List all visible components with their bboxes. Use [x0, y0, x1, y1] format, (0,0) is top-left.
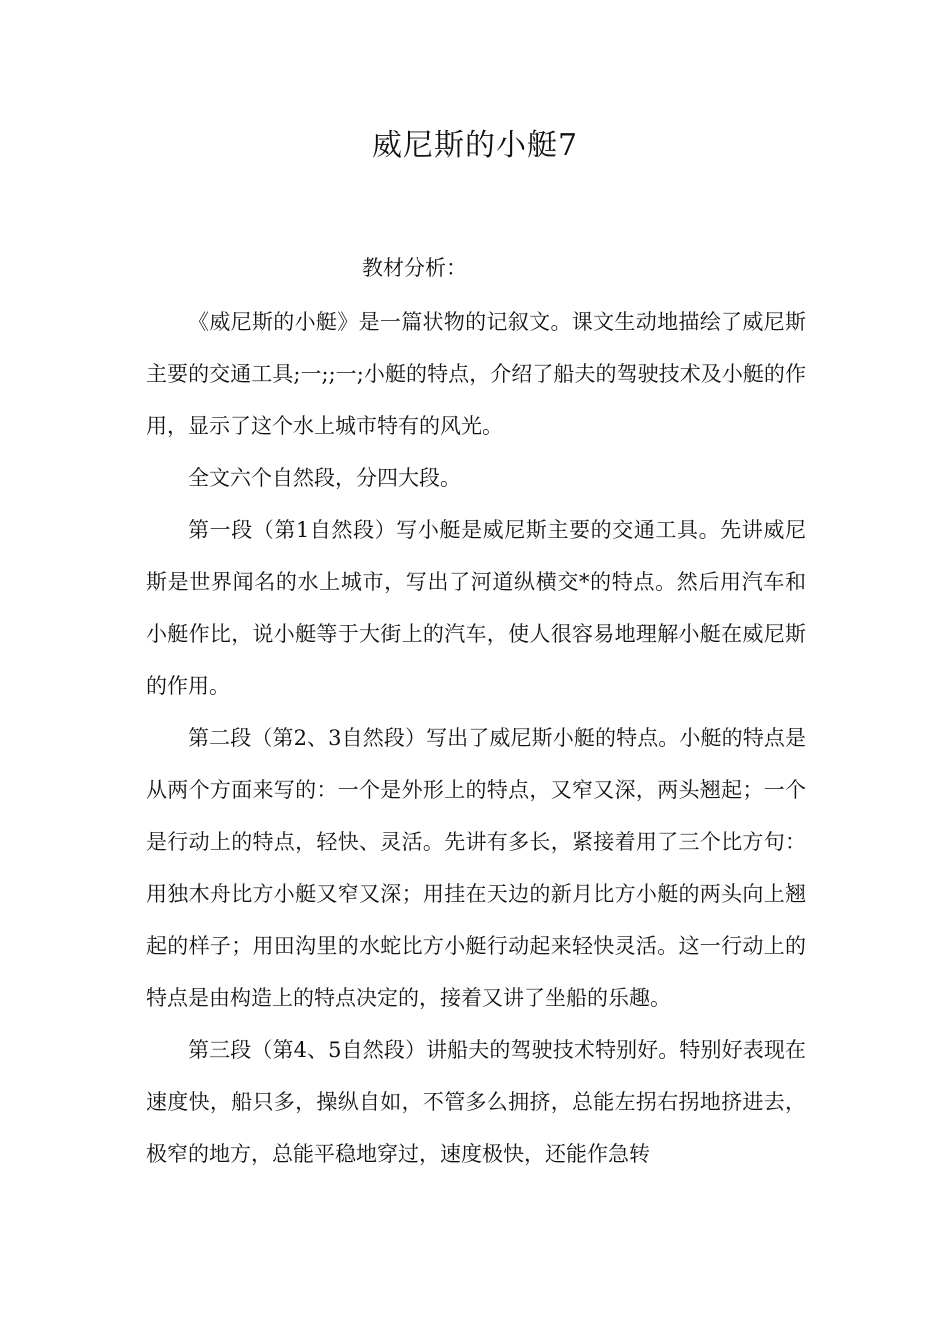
paragraph: 全文六个自然段，分四大段。: [188, 466, 461, 490]
paragraph: 第三段（第4、5自然段）讲船夫的驾驶技术特别好。特别好表现在速度快，船只多，操纵自如，不管多么拥挤，总能左拐右拐地挤进去，极窄的地方，总能平稳地穿过，速度极快，还能作急转: [146, 1038, 806, 1166]
paragraph: 第二段（第2、3自然段）写出了威尼斯小艇的特点。小艇的特点是从两个方面来写的：一个是外形上的特点，又窄又深，两头翘起；一个是行动上的特点，轻快、灵活。先讲有多长，紧接着用了三个比方句：用独木舟比方小艇又窄又深；用挂在天边的新月比方小艇的两头向上翘起的样子；用田沟里的水蛇比方小艇行动起来轻快灵活。这一行动上的特点是由构造上的特点决定的，接着又讲了坐船的乐趣。: [146, 726, 806, 1010]
paragraph: 《威尼斯的小艇》是一篇状物的记叙文。课文生动地描绘了威尼斯主要的交通工具;一;;一;小艇的特点，介绍了船夫的驾驶技术及小艇的作用，显示了这个水上城市特有的风光。: [146, 310, 806, 438]
section-heading: 教材分析：: [362, 256, 467, 280]
document-title: 威尼斯的小艇7: [371, 128, 579, 163]
document-body: [146, 296, 806, 1180]
paragraph: 第一段（第1自然段）写小艇是威尼斯主要的交通工具。先讲威尼斯是世界闻名的水上城市，写出了河道纵横交*的特点。然后用汽车和小艇作比，说小艇等于大街上的汽车，使人很容易地理解小艇在威尼斯的作用。: [146, 518, 806, 698]
